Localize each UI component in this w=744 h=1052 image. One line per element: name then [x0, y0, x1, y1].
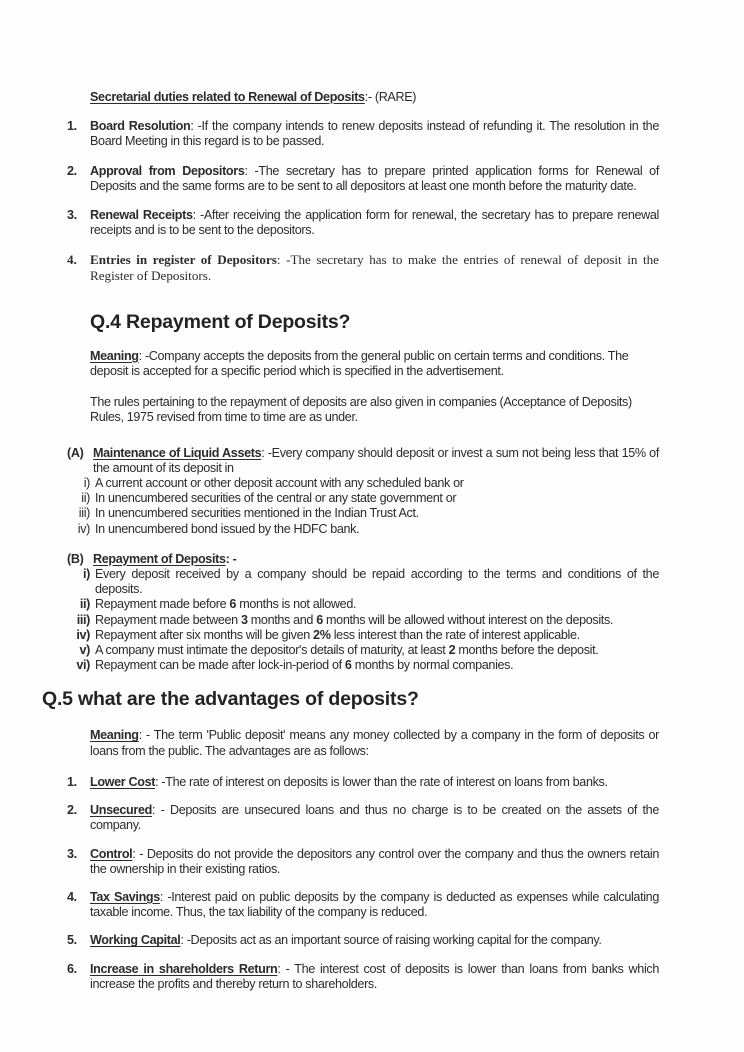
roman-number: iv) — [77, 521, 90, 536]
item-number: 1. — [67, 774, 77, 789]
section-marker: (A) — [67, 445, 84, 460]
repayment-rule-item — [72, 628, 659, 643]
item-text: In unencumbered bond issued by the HDFC bank. — [95, 521, 360, 536]
item-label: Control — [90, 846, 133, 861]
section-intro — [93, 446, 659, 476]
item-label: Increase in shareholders Return — [90, 961, 278, 976]
meaning-label: Meaning — [90, 348, 139, 363]
item-text — [90, 847, 659, 877]
item-text — [90, 208, 659, 238]
item-text: Repayment can be made after lock-in-period of 6 months by normal companies. — [95, 658, 514, 673]
section-intro-text: : -Every company should deposit or invest a sum not being less that 15% of the amount of its deposit in — [93, 445, 659, 475]
renewal-item-2 — [67, 164, 659, 194]
repayment-rule-item — [72, 658, 659, 673]
liquid-asset-item — [72, 522, 659, 537]
section-label: Maintenance of Liquid Assets — [93, 445, 262, 460]
item-number: 4. — [67, 889, 77, 904]
item-label: Unsecured — [90, 803, 152, 818]
roman-number: i) — [83, 567, 90, 582]
item-body-text: : - The interest cost of deposits is lower than loans from banks which increase the profits and thereby return to shareholders. — [90, 961, 660, 991]
repayment-rule-item — [72, 567, 659, 597]
item-text: In unencumbered securities of the central or any state government or — [95, 491, 457, 506]
item-number: 5. — [67, 933, 77, 948]
q4-heading: Q.4 Repayment of Deposits? — [90, 310, 351, 333]
item-body-text: : -Interest paid on public deposits by the company is deducted as expenses while calculating taxable income. Thus, the tax liability of the company is reduced. — [90, 889, 659, 920]
item-text: A company must intimate the depositor's details of maturity, at least 2 months before the deposit. — [95, 643, 599, 658]
item-body-text: : - Deposits are unsecured loans and thus no charge is to be created on the assets of the company. — [90, 803, 659, 833]
item-label: Working Capital — [90, 933, 181, 948]
q5-heading: Q.5 what are the advantages of deposits? — [42, 688, 419, 711]
item-text — [90, 962, 659, 992]
item-text — [90, 890, 659, 920]
advantage-item-4 — [67, 890, 659, 920]
repayment-rule-item — [72, 613, 659, 628]
item-text: Repayment made before 6 months is not allowed. — [95, 597, 357, 612]
item-body-text: : -The rate of interest on deposits is lower than the rate of interest on loans from banks. — [155, 774, 608, 789]
section-label-suffix: : - — [225, 551, 237, 566]
q5-meaning-paragraph — [90, 728, 659, 758]
roman-number: ii) — [79, 597, 90, 612]
item-label: Lower Cost — [90, 774, 156, 789]
repayment-rule-item — [72, 643, 659, 658]
section-a-header — [67, 446, 659, 476]
meaning-label: Meaning — [90, 728, 139, 743]
section-a-liquid-assets — [67, 446, 659, 537]
item-text — [90, 252, 659, 282]
section-label-wrap — [93, 552, 659, 567]
roman-number: ii) — [81, 491, 90, 506]
item-label: Renewal Receipts — [90, 208, 193, 223]
item-label: Tax Savings — [90, 889, 160, 904]
item-number: 6. — [67, 961, 77, 976]
item-number: 3. — [67, 846, 77, 861]
section-marker: (B) — [67, 551, 84, 566]
heading-underlined-text: Secretarial duties related to Renewal of Deposits — [90, 90, 365, 104]
item-number: 4. — [67, 252, 77, 268]
section-label: Repayment of Deposits — [93, 551, 226, 566]
item-text — [90, 119, 659, 149]
item-body-text: : -Deposits act as an important source of raising working capital for the company. — [180, 933, 602, 948]
roman-number: iii) — [76, 612, 90, 627]
item-text — [90, 933, 659, 948]
meaning-text: : - The term 'Public deposit' means any money collected by a company in the form of deposits or loans from the public. The advantages are as follows: — [90, 728, 659, 758]
item-body-text: : - Deposits do not provide the depositors any control over the company and thus the owners retain the ownership in their existing ratios. — [90, 846, 659, 876]
roman-number: iii) — [78, 506, 90, 521]
item-body-text: : -The secretary has to make the entries of renewal of deposit in the Register of Depositors. — [90, 252, 659, 283]
liquid-asset-item — [72, 491, 659, 506]
item-number: 3. — [67, 208, 77, 223]
heading-suffix: :- (RARE) — [364, 90, 417, 104]
section-heading-renewal-duties — [90, 90, 659, 105]
advantage-item-6 — [67, 962, 659, 992]
item-text: Every deposit received by a company should be repaid according to the terms and conditions of the deposits. — [95, 567, 659, 597]
item-text — [90, 775, 659, 790]
item-number: 2. — [67, 163, 77, 178]
section-b-header — [67, 552, 659, 567]
item-text: Repayment after six months will be given 2% less interest than the rate of interest applicable. — [95, 627, 580, 642]
item-label: Board Resolution — [90, 119, 191, 134]
item-number: 1. — [67, 119, 77, 134]
liquid-asset-item — [72, 476, 659, 491]
item-number: 2. — [67, 803, 77, 818]
advantage-item-1 — [67, 775, 659, 790]
item-label: Approval from Depositors — [90, 163, 245, 178]
section-b-repayment — [67, 552, 659, 674]
item-text: A current account or other deposit account with any scheduled bank or — [95, 476, 464, 491]
renewal-item-1 — [67, 119, 659, 149]
renewal-item-3 — [67, 208, 659, 238]
item-body-text: : -If the company intends to renew deposits instead of refunding it. The resolution in the Board Meeting in this regard is to be passed. — [90, 119, 659, 149]
roman-number: v) — [79, 643, 90, 658]
roman-number: vi) — [76, 658, 90, 673]
item-text: In unencumbered securities mentioned in the Indian Trust Act. — [95, 506, 419, 521]
repayment-rule-item — [72, 597, 659, 612]
meaning-text: : -Company accepts the deposits from the general public on certain terms and conditions. The deposit is accepted for a specific period which is specified in the advertisement. — [90, 348, 629, 379]
item-body-text: : -The secretary has to prepare printed application forms for Renewal of Deposits and the same forms are to be sent to all depositors at least one month before the maturity date. — [90, 163, 659, 193]
roman-number: iv) — [76, 627, 90, 642]
item-text — [90, 164, 659, 194]
q4-rules-paragraph: The rules pertaining to the repayment of deposits are also given in companies (Acceptance of Deposits) Rules, 1975 revised from time to time are as under. — [90, 395, 632, 425]
item-text — [90, 803, 659, 833]
roman-number: i) — [83, 476, 90, 491]
advantage-item-5 — [67, 933, 659, 948]
liquid-asset-item — [72, 506, 659, 521]
q4-meaning-paragraph — [90, 349, 659, 379]
advantage-item-3 — [67, 847, 659, 877]
item-body-text: : -After receiving the application form for renewal, the secretary has to prepare renewal receipts and is to be sent to the depositors. — [90, 208, 659, 238]
item-label: Entries in register of Depositors — [90, 252, 277, 268]
renewal-item-4 — [67, 252, 659, 282]
advantage-item-2 — [67, 803, 659, 833]
item-text: Repayment made between 3 months and 6 months will be allowed without interest on the deposits. — [95, 612, 614, 627]
